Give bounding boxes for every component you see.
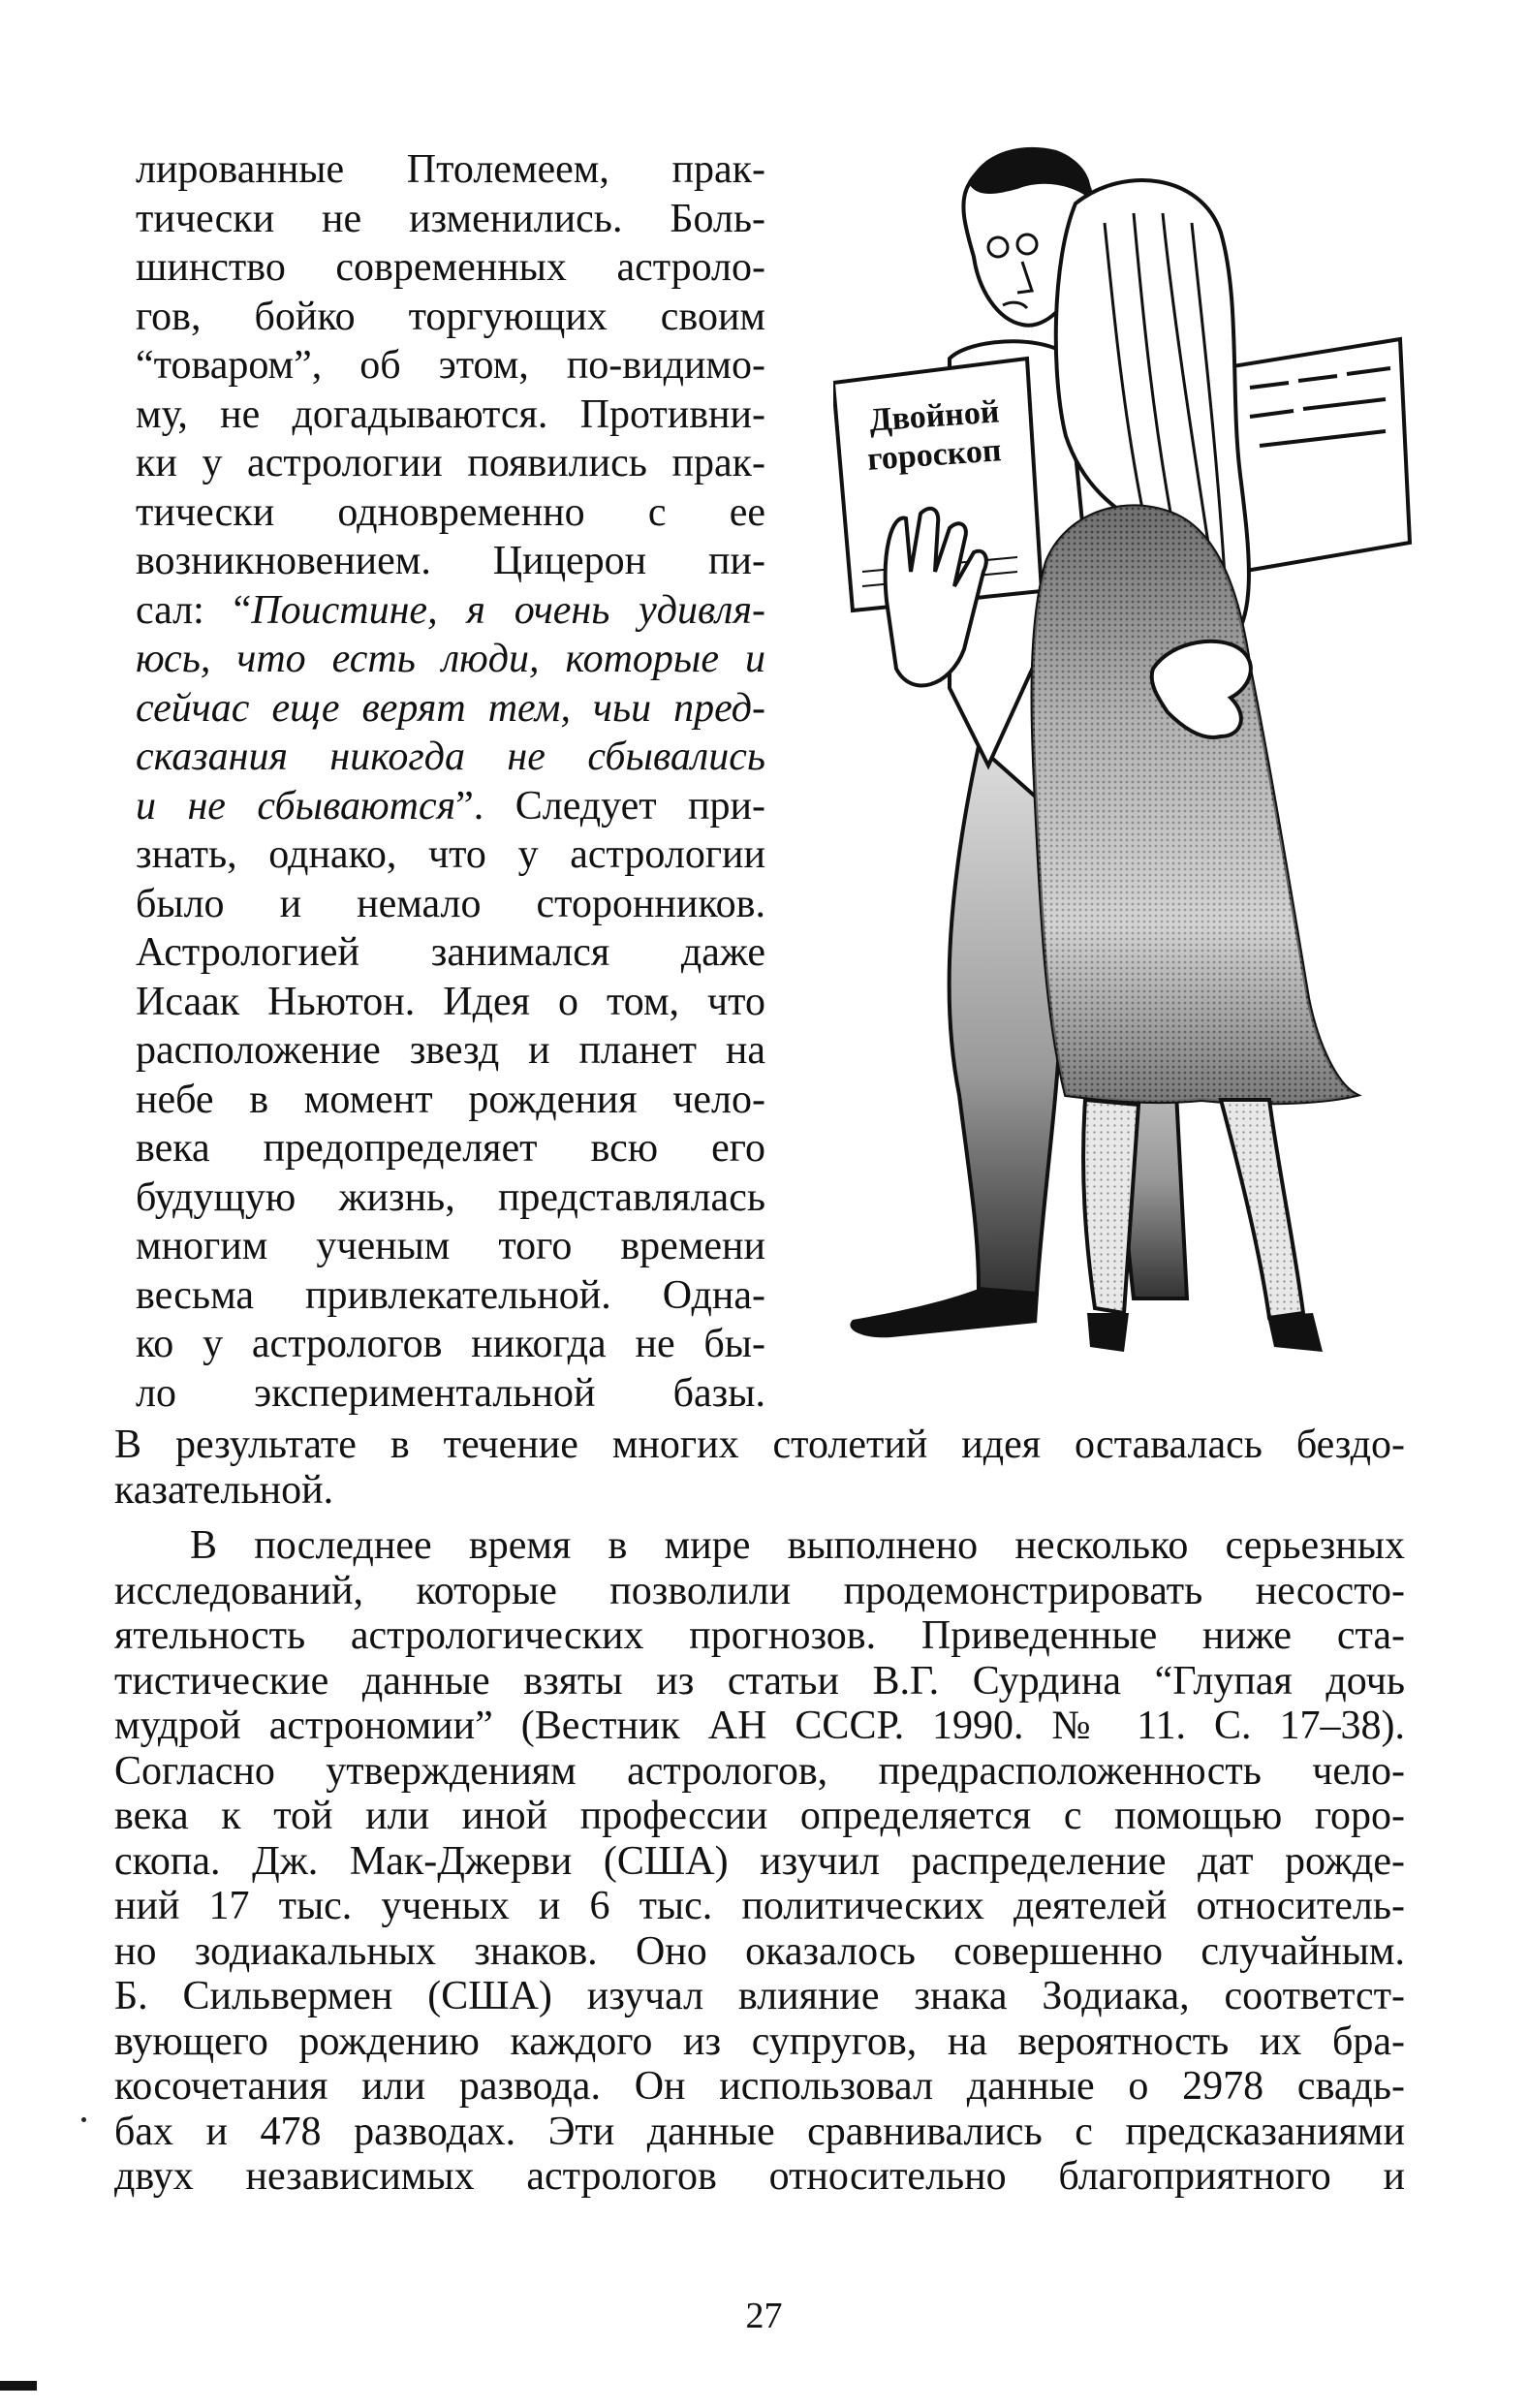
text-line: В последнее время в мире выполнено несколько серьезных — [190, 1523, 1405, 1568]
paragraph-1-tail — [114, 1423, 1405, 1513]
scan-speck — [81, 2117, 86, 2122]
text-line: му, не догадываются. Противни- — [136, 391, 765, 437]
text-line: Астрологией занимался даже — [136, 930, 765, 975]
text-line: тически одновременно с ее — [136, 489, 765, 535]
page-number: 27 — [745, 2296, 783, 2336]
text-line: но зодиакальных знаков. Оно оказалось совершенно случайным. — [114, 1928, 1405, 1974]
text-line: весьма привлекательной. Одна- — [136, 1272, 765, 1318]
text-line: века к той или иной профессии определяется с помощью горо- — [114, 1794, 1405, 1838]
text-line: казательной. — [114, 1467, 334, 1513]
text-line: ки у астрологии появились прак- — [136, 441, 765, 485]
quote-italic-line: сейчас еще верят тем, чьи пред- — [136, 685, 765, 731]
text-line: косочетания или развода. Он использовал данные о 2978 свадь- — [114, 2064, 1405, 2109]
text-line-mixed — [136, 586, 765, 636]
paragraph-2 — [114, 1523, 1405, 2200]
text-line: мудрой астрономии” (Вестник АН СССР. 1990. № 11. С. 17–38). — [114, 1704, 1405, 1748]
left-column-text — [136, 145, 765, 1418]
text-line: будущую жизнь, представлялась — [136, 1174, 765, 1220]
quote-italic-line: юсь, что есть люди, которые и — [136, 637, 765, 681]
quote-italic: Поистине, я очень удивля- — [251, 587, 766, 633]
text-line: многим ученым того времени — [136, 1224, 765, 1268]
text-line: века предопределяет всю его — [136, 1126, 765, 1171]
text-line: гов, бойко торгующих своим — [136, 294, 765, 339]
text-line: ний 17 тыс. ученых и 6 тыс. политических деятелей относитель- — [114, 1884, 1405, 1928]
scan-edge-mark — [0, 2381, 37, 2391]
text-line: вующего рождению каждого из супругов, на вероятность их бра- — [114, 2018, 1405, 2064]
text-line: Б. Сильвермен (США) изучал влияние знака Зодиака, соответст- — [114, 1974, 1405, 2018]
text-line: В результате в течение многих столетий идея оставалась бездо- — [114, 1423, 1405, 1467]
cartoon-couple-image — [833, 145, 1415, 1386]
text-line: было и немало сторонников. — [136, 881, 765, 926]
text-line: исследований, которые позволили продемонстрировать несосто- — [114, 1568, 1405, 1613]
text-line: двух независимых астрологов относительно благоприятного и — [114, 2154, 1405, 2199]
text-line: “товаром”, об этом, по-видимо- — [136, 343, 765, 388]
text-line: небе в момент рождения чело- — [136, 1077, 765, 1122]
quote-italic: и не сбываются — [136, 783, 456, 829]
text-line-mixed — [136, 782, 765, 831]
book-title-line2: гороскоп — [865, 432, 1003, 478]
text-line: Исаак Ньютон. Идея о том, что — [136, 979, 765, 1024]
book-title-line1: Двойной — [867, 393, 1001, 439]
text-fragment: сал: “ — [136, 587, 252, 633]
text-line: возникновением. Цицерон пи- — [136, 539, 765, 583]
text-line: расположение звезд и планет на — [136, 1028, 765, 1073]
text-line: шинство современных астроло- — [136, 245, 765, 290]
text-line: Согласно утверждениям астрологов, предрасположенность чело- — [114, 1748, 1405, 1794]
text-line: бах и 478 разводах. Эти данные сравнивались с предсказаниями — [114, 2109, 1405, 2154]
text-line: ятельность астрологических прогнозов. Приведенные ниже ста- — [114, 1613, 1405, 1658]
cartoon-illustration — [833, 145, 1415, 1386]
text-fragment: ”. Следует при- — [455, 783, 766, 829]
text-line: тически не изменились. Боль- — [136, 196, 765, 241]
quote-italic-line: сказания никогда не сбывались — [136, 735, 765, 779]
text-line: тистические данные взяты из статьи В.Г. Сурдина “Глупая дочь — [114, 1658, 1405, 1704]
text-line: ко у астрологов никогда не бы- — [136, 1322, 765, 1366]
text-line: знать, однако, что у астрологии — [136, 832, 765, 877]
text-line: ло экспериментальной базы. — [136, 1370, 765, 1416]
text-line: скопа. Дж. Мак-Джерви (США) изучил распределение дат рожде- — [114, 1838, 1405, 1884]
text-line: лированные Птолемеем, прак- — [136, 147, 765, 192]
